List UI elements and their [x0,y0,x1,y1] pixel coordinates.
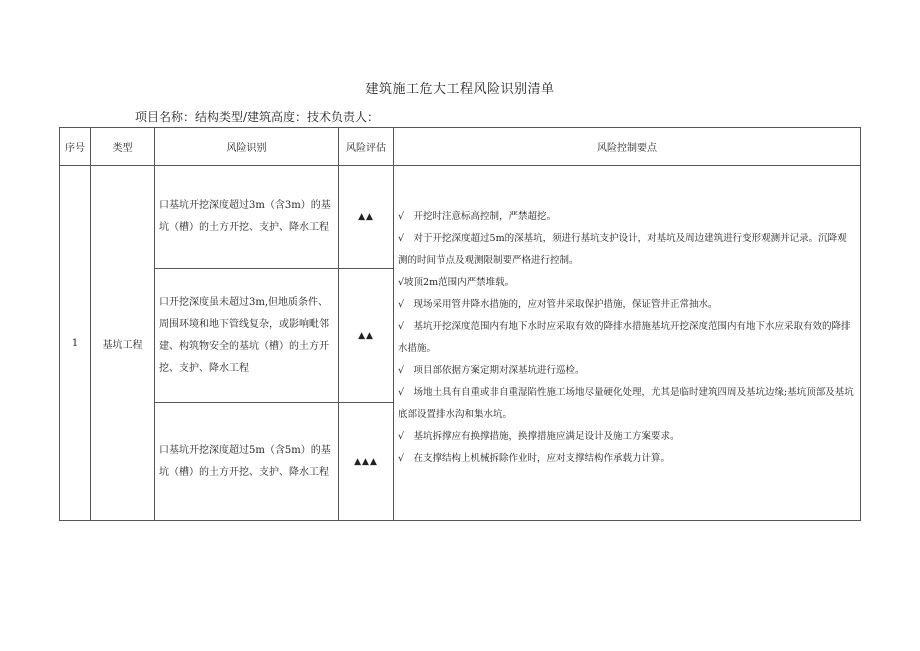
control-point: √ 基坑开挖深度范围内有地下水时应采取有效的降排水措施基坑开挖深度范围内有地下水应采取有效的降排水措施。 [398,321,851,354]
header-seq: 序号 [60,128,91,166]
control-point: √坡顶2m范围内严禁堆载。 [398,277,515,288]
table-row [60,166,861,269]
control-point: √ 场地土具有自重或非自重湿陷性施工场地尽量硬化处理，尤其是临时建筑四周及基坑边缘;基坑顶部及基坑底部设置排水沟和集水坑。 [398,387,854,420]
control-point: √ 对于开挖深度超过5m的深基坑，须进行基坑支护设计，对基坑及周边建筑进行变形观测并记录。沉降观测的时间节点及观测限制要严格进行控制。 [398,233,847,266]
control-point: √ 项目部依据方案定期对深基坑进行巡检。 [398,365,585,376]
control-point: √ 现场采用管井降水措施的，应对管井采取保护措施，保证管井正常抽水。 [398,299,718,310]
risk-table [59,127,861,521]
header-type: 类型 [91,128,155,166]
seq-cell: 1 [60,166,91,521]
risk-item-3: 口基坑开挖深度超过5m（含5m）的基坑（槽）的土方开挖、支护、降水工程 [155,403,339,521]
type-cell: 基坑工程 [91,166,155,521]
risk-item-2: 口开挖深度虽未超过3m,但地质条件、周围环境和地下管线复杂，或影响毗邻建、构筑物安全的基坑（槽）的土方开挖、支护、降水工程 [155,269,339,403]
control-point: √ 开挖时注意标高控制，严禁超挖。 [398,211,557,222]
risk-eval-3: ▲▲▲ [339,403,394,521]
header-control: 风险控制要点 [394,128,861,166]
control-point: √ 基坑拆撑应有换撑措施，换撑措施应满足设计及施工方案要求。 [398,431,680,442]
risk-eval-1: ▲▲ [339,166,394,269]
header-row [60,128,861,166]
risk-item-1: 口基坑开挖深度超过3m（含3m）的基坑（槽）的土方开挖、支护、降水工程 [155,166,339,269]
control-points-cell [394,166,861,521]
header-risk: 风险识别 [155,128,339,166]
project-info-line: 项目名称：结构类型/建筑高度：技术负责人： [135,110,380,124]
control-point: √ 在支撑结构上机械拆除作业时，应对支撑结构作承载力计算。 [398,453,671,464]
header-eval: 风险评估 [339,128,394,166]
risk-eval-2: ▲▲ [339,269,394,403]
page-title: 建筑施工危大工程风险识别清单 [365,82,555,97]
